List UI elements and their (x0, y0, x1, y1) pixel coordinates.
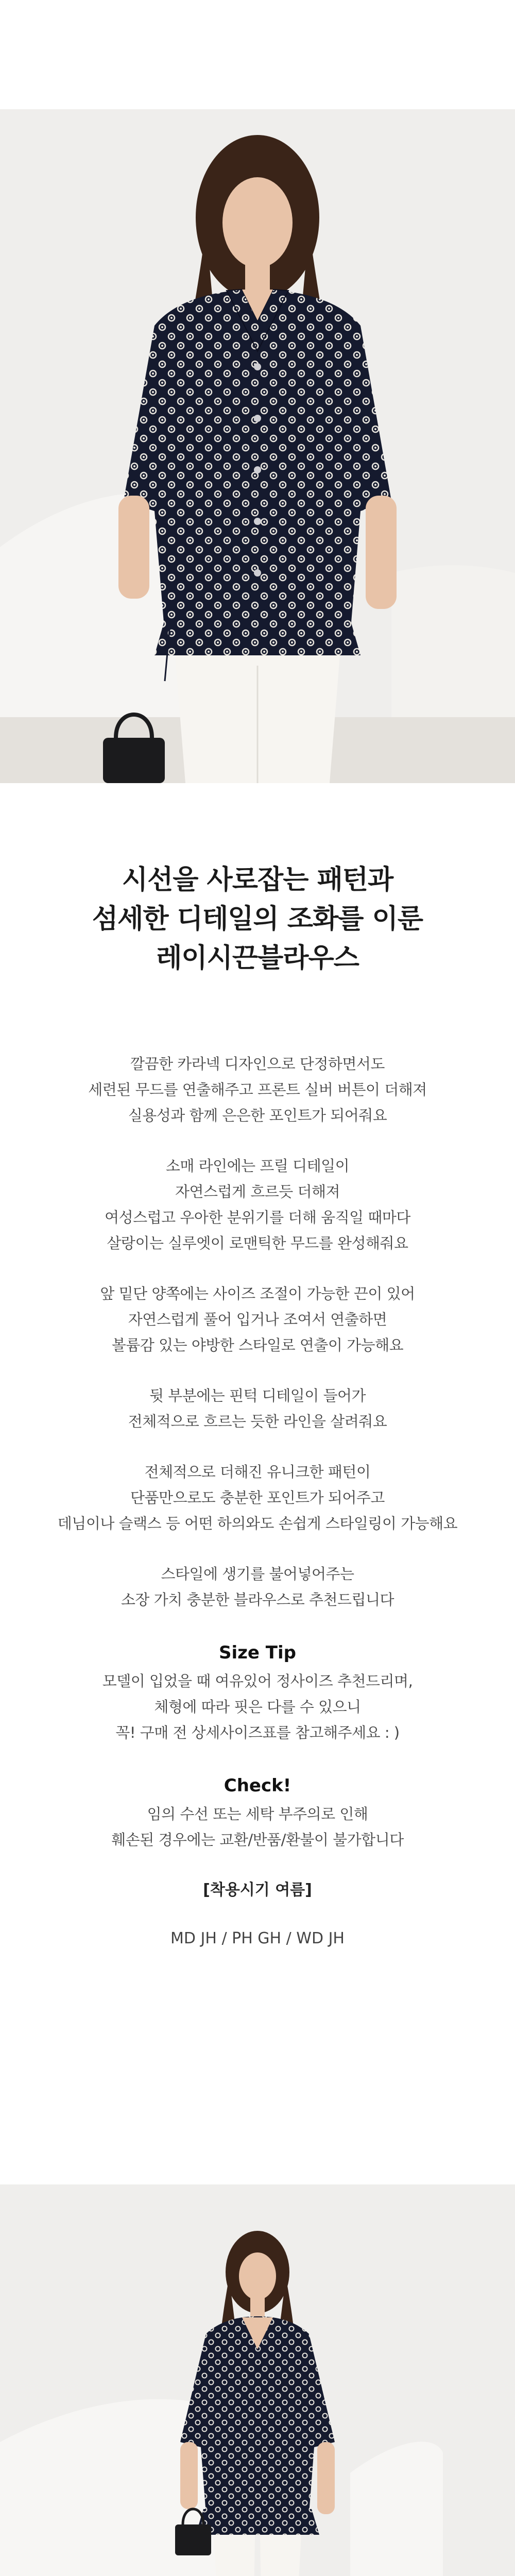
model-photo-top (0, 109, 515, 783)
season-title: [착용시기 여름] (203, 1881, 312, 1899)
description-line: 실용성과 함께 은은한 포인트가 되어줘요 (128, 1107, 387, 1124)
model-photo-bottom (0, 2184, 515, 2576)
description-line: 자연스럽게 풀어 입거나 조여서 연출하면 (128, 1311, 387, 1328)
description-paragraph (0, 1051, 515, 1128)
description-paragraph (0, 1459, 515, 1536)
check-line: 훼손된 경우에는 교환/반품/환불이 불가합니다 (111, 1831, 404, 1849)
credits: MD JH / PH GH / WD JH (170, 1929, 345, 1947)
check-section (0, 1770, 515, 1853)
size-tip-line: 모델이 입었을 때 여유있어 정사이즈 추천드리며, (102, 1672, 413, 1690)
description-line: 자연스럽게 흐르듯 더해져 (175, 1183, 340, 1200)
size-tip-title: Size Tip (218, 1642, 296, 1663)
size-tip-section (0, 1637, 515, 1745)
description-line: 소매 라인에는 프릴 디테일이 (165, 1157, 350, 1175)
model-photo-bottom-illustration (0, 2184, 515, 2576)
description-paragraph (0, 1561, 515, 1613)
headline-line: 섬세한 디테일의 조화를 이룬 (92, 904, 423, 935)
description-paragraph (0, 1153, 515, 1256)
description-line: 뒷 부분에는 핀턱 디테일이 들어가 (149, 1387, 366, 1404)
description-line: 여성스럽고 우아한 분위기를 더해 움직일 때마다 (105, 1209, 410, 1226)
description-line: 깔끔한 카라넥 디자인으로 단정하면서도 (130, 1055, 385, 1073)
size-tip-line: 꼭! 구매 전 상세사이즈표를 참고해주세요 : ) (115, 1724, 400, 1741)
description-line: 소장 가치 충분한 블라우스로 추천드립니다 (121, 1591, 394, 1608)
description-line: 전체적으로 흐르는 듯한 라인을 살려줘요 (128, 1413, 387, 1430)
description-line: 전체적으로 더해진 유니크한 패턴이 (144, 1463, 371, 1481)
description-paragraph (0, 1281, 515, 1358)
description-line: 세련된 무드를 연출해주고 프론트 실버 버튼이 더해져 (88, 1081, 427, 1098)
description-paragraph (0, 1383, 515, 1434)
description-line: 살랑이는 실루엣이 로맨틱한 무드를 완성해줘요 (107, 1234, 408, 1252)
headline (0, 860, 515, 978)
size-tip-line: 체형에 따라 핏은 다를 수 있으니 (154, 1698, 361, 1716)
model-photo-top-illustration (0, 109, 515, 783)
headline-line: 레이시끈블라우스 (156, 943, 359, 974)
check-title: Check! (224, 1775, 291, 1796)
check-line: 임의 수선 또는 세탁 부주의로 인해 (147, 1805, 368, 1823)
description-line: 앞 밑단 양쪽에는 사이즈 조절이 가능한 끈이 있어 (100, 1285, 415, 1302)
description-line: 데님이나 슬랙스 등 어떤 하의와도 손쉽게 스타일링이 가능해요 (57, 1515, 458, 1532)
product-description (0, 1051, 515, 1952)
description-line: 볼륨감 있는 야방한 스타일로 연출이 가능해요 (111, 1336, 404, 1354)
description-line: 스타일에 생기를 불어넣어주는 (161, 1565, 354, 1583)
headline-line: 시선을 사로잡는 패턴과 (122, 865, 393, 895)
description-line: 단품만으로도 충분한 포인트가 되어주고 (130, 1489, 385, 1506)
